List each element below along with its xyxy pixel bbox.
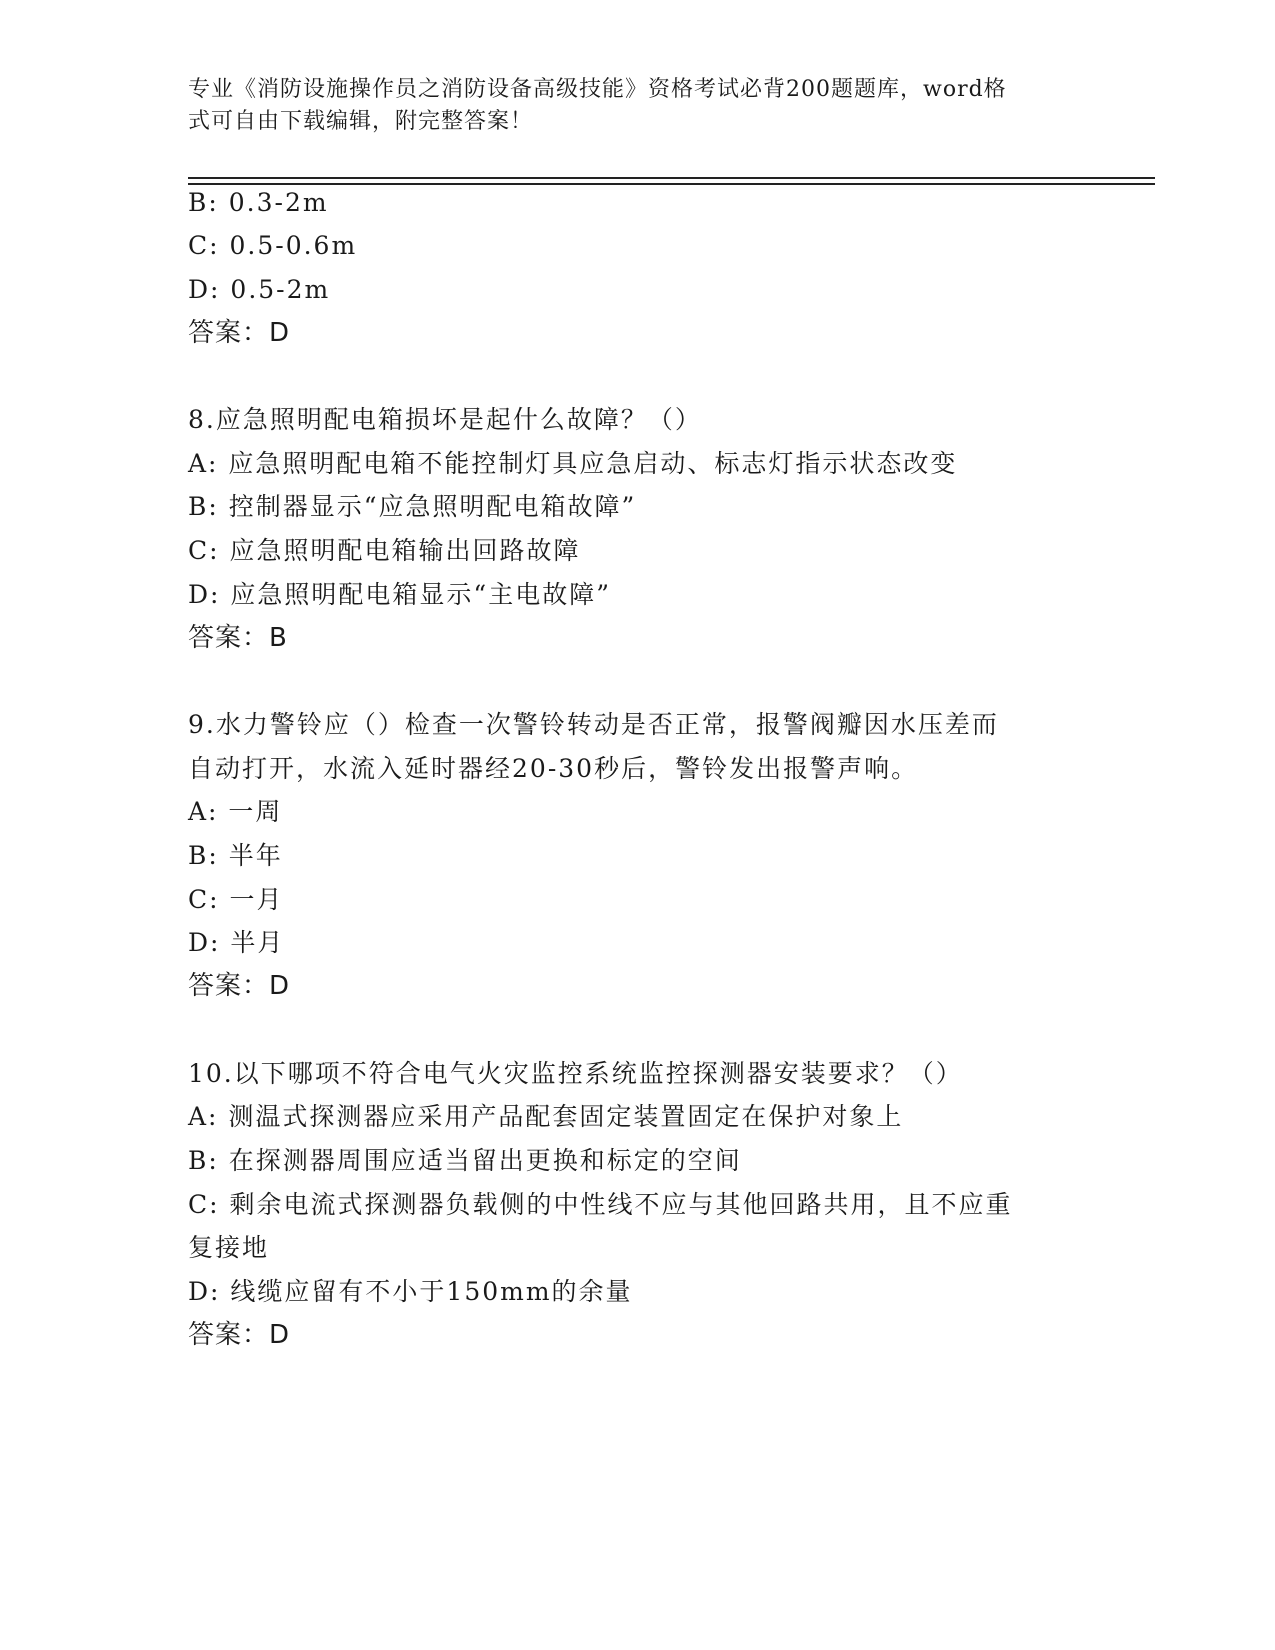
- q8-option-d: D: 应急照明配电箱显示“主电故障”: [188, 580, 611, 609]
- q9-option-c: C: 一月: [188, 885, 284, 914]
- q10-option-c-line-1: C: 剩余电流式探测器负载侧的中性线不应与其他回路共用，且不应重: [188, 1190, 1013, 1219]
- header-line-2: 式可自由下载编辑，附完整答案！: [188, 109, 534, 134]
- header-divider-bottom: [188, 183, 1155, 185]
- header-divider-top: [188, 177, 1155, 179]
- q10-answer: 答案：D: [188, 1320, 291, 1350]
- q10-question: 10.以下哪项不符合电气火灾监控系统监控探测器安装要求？（）: [188, 1059, 963, 1088]
- q7-answer: 答案：D: [188, 318, 291, 348]
- q8-option-a: A: 应急照明配电箱不能控制灯具应急启动、标志灯指示状态改变: [188, 449, 958, 478]
- q9-option-a: A: 一周: [188, 797, 283, 826]
- q9-answer: 答案：D: [188, 971, 291, 1001]
- q9-option-d: D: 半月: [188, 928, 285, 957]
- q9-question-line-2: 自动打开，水流入延时器经20-30秒后，警铃发出报警声响。: [188, 754, 919, 783]
- q9-question-line-1: 9.水力警铃应（）检查一次警铃转动是否正常，报警阀瓣因水压差而: [188, 710, 999, 739]
- q8-answer: 答案：B: [188, 623, 288, 653]
- q8-option-c: C: 应急照明配电箱输出回路故障: [188, 536, 581, 565]
- q10-option-b: B: 在探测器周围应适当留出更换和标定的空间: [188, 1146, 742, 1175]
- q9-option-b: B: 半年: [188, 841, 283, 870]
- q10-option-a: A: 测温式探测器应采用产品配套固定装置固定在保护对象上: [188, 1102, 904, 1131]
- q7-option-d: D: 0.5-2m: [188, 275, 331, 304]
- q10-option-c-line-2: 复接地: [188, 1233, 270, 1262]
- q7-option-c: C: 0.5-0.6m: [188, 231, 358, 260]
- header-line-1: 专业《消防设施操作员之消防设备高级技能》资格考试必背200题题库，word格: [188, 77, 1007, 102]
- q8-question: 8.应急照明配电箱损坏是起什么故障？（）: [188, 405, 702, 434]
- q7-option-b: B: 0.3-2m: [188, 188, 329, 217]
- q8-option-b: B: 控制器显示“应急照明配电箱故障”: [188, 492, 637, 521]
- q10-option-d: D: 线缆应留有不小于150mm的余量: [188, 1277, 633, 1306]
- document-header: [188, 74, 1068, 138]
